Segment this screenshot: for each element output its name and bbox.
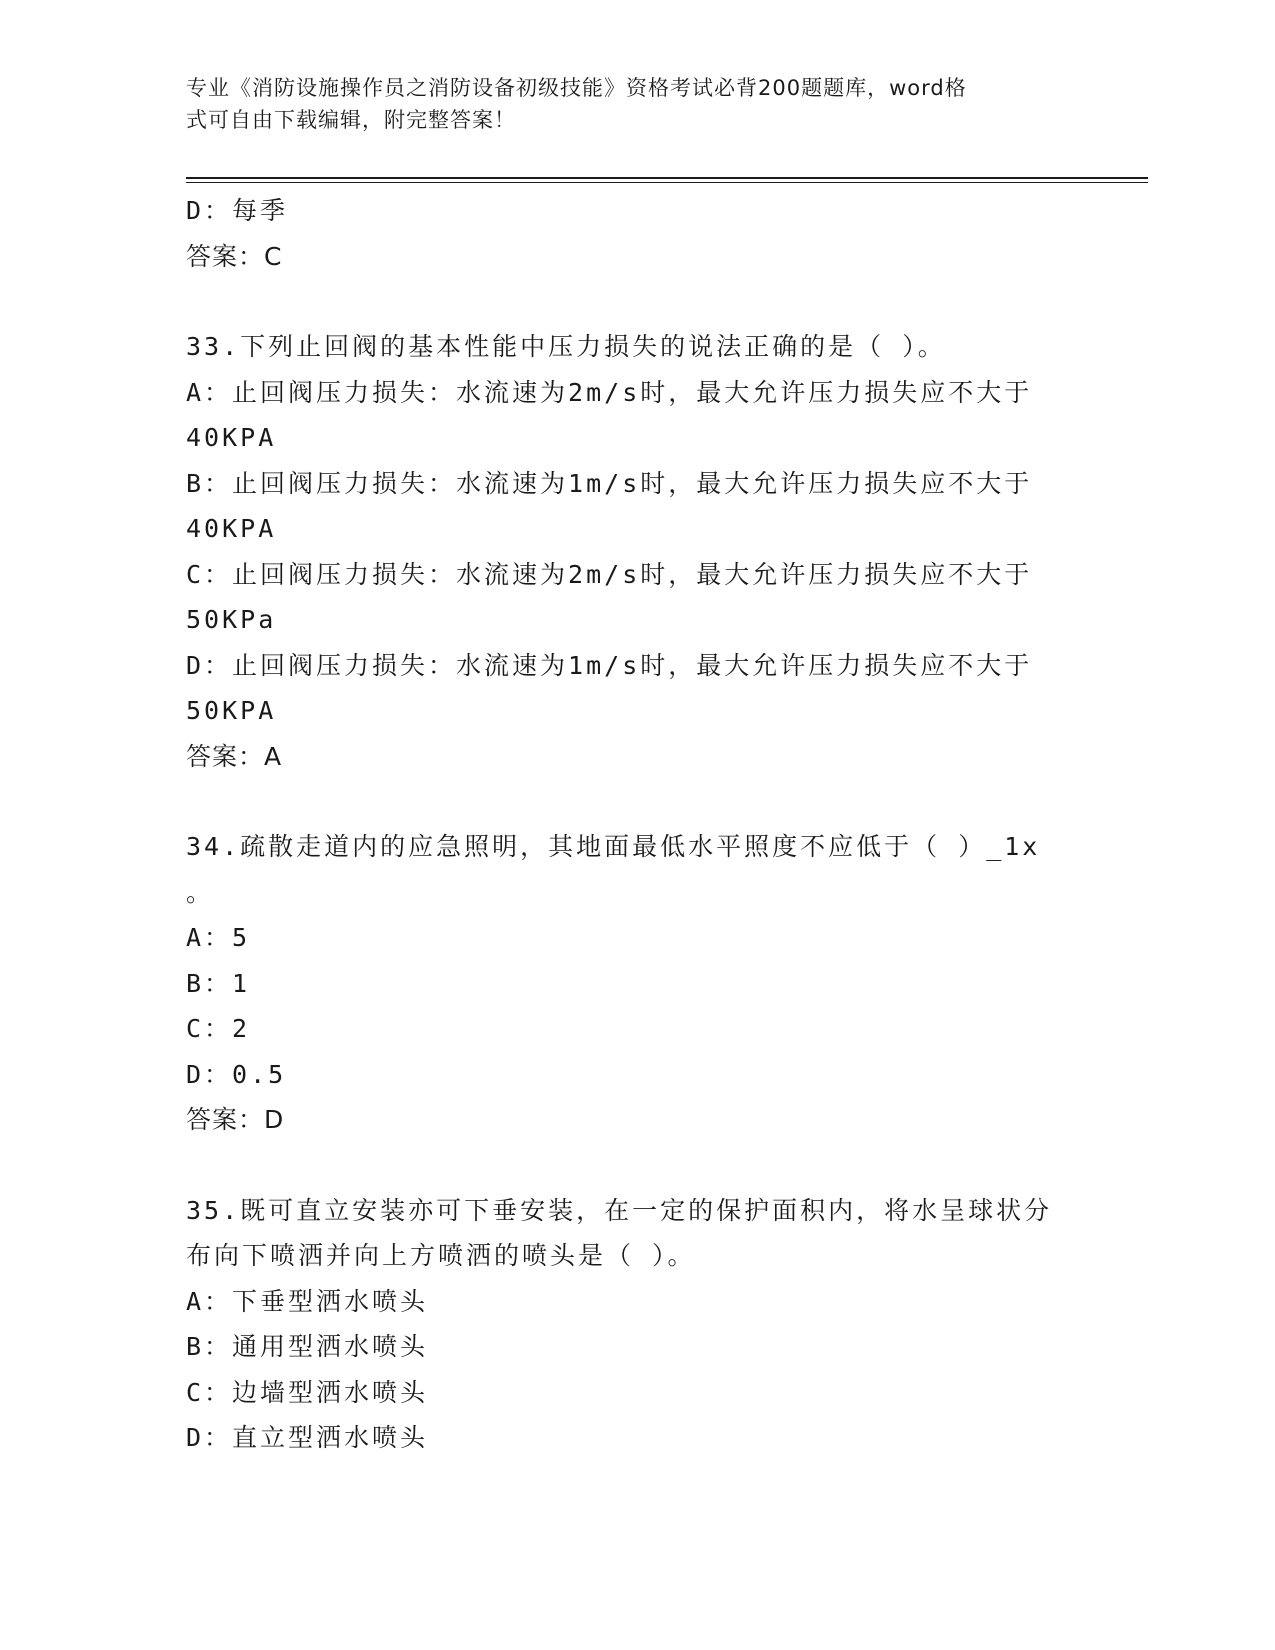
answer-line: 答案：C <box>186 241 283 271</box>
spacer <box>186 1143 1086 1188</box>
question-stem: 35.既可直立安装亦可下垂安装，在一定的保护面积内，将水呈球状分 <box>186 1195 1053 1225</box>
option-a: A：5 <box>186 923 251 952</box>
question-35 <box>186 1188 1086 1461</box>
option-c: C：2 <box>186 1014 251 1043</box>
spacer <box>186 779 1086 824</box>
option-b: B：1 <box>186 968 251 998</box>
question-34 <box>186 824 1086 1143</box>
option-d: D：0.5 <box>186 1059 287 1089</box>
question-33 <box>186 324 1086 779</box>
question-stem: 34.疏散走道内的应急照明，其地面最低水平照度不应低于（ ）_1x <box>186 832 1041 861</box>
question-list <box>186 188 1086 1461</box>
option-c-continued: 50KPa <box>186 605 277 634</box>
option-c: C：边墙型洒水喷头 <box>186 1377 429 1407</box>
option-d-continued: 50KPA <box>186 696 277 725</box>
option-c: C：止回阀压力损失：水流速为2m/s时，最大允许压力损失应不大于 <box>186 559 1033 589</box>
option-b: B：通用型洒水喷头 <box>186 1332 429 1361</box>
spacer <box>186 279 1086 324</box>
option-d: D：止回阀压力损失：水流速为1m/s时，最大允许压力损失应不大于 <box>186 650 1033 680</box>
question-32-tail <box>186 188 1086 279</box>
header-divider-thin <box>186 182 1148 183</box>
header-line-1: 专业《消防设施操作员之消防设备初级技能》资格考试必背200题题库，word格 <box>186 76 967 100</box>
answer-line: 答案：D <box>186 1105 285 1134</box>
option-b-continued: 40KPA <box>186 514 277 543</box>
document-header <box>186 72 1066 136</box>
option-a: A：下垂型洒水喷头 <box>186 1286 429 1316</box>
answer-line: 答案：A <box>186 741 283 771</box>
question-stem-continued: 布向下喷洒并向上方喷洒的喷头是（ ）。 <box>186 1241 696 1270</box>
header-divider-thick <box>186 177 1148 179</box>
header-line-2: 式可自由下载编辑，附完整答案！ <box>186 108 516 132</box>
option-a-continued: 40KPA <box>186 423 277 452</box>
option-d: D：直立型洒水喷头 <box>186 1423 429 1452</box>
option-a: A：止回阀压力损失：水流速为2m/s时，最大允许压力损失应不大于 <box>186 377 1033 407</box>
question-stem-continued: 。 <box>186 877 215 907</box>
question-stem: 33.下列止回阀的基本性能中压力损失的说法正确的是（ ）。 <box>186 332 946 361</box>
option-b: B：止回阀压力损失：水流速为1m/s时，最大允许压力损失应不大于 <box>186 468 1033 498</box>
option-d: D：每季 <box>186 196 289 225</box>
